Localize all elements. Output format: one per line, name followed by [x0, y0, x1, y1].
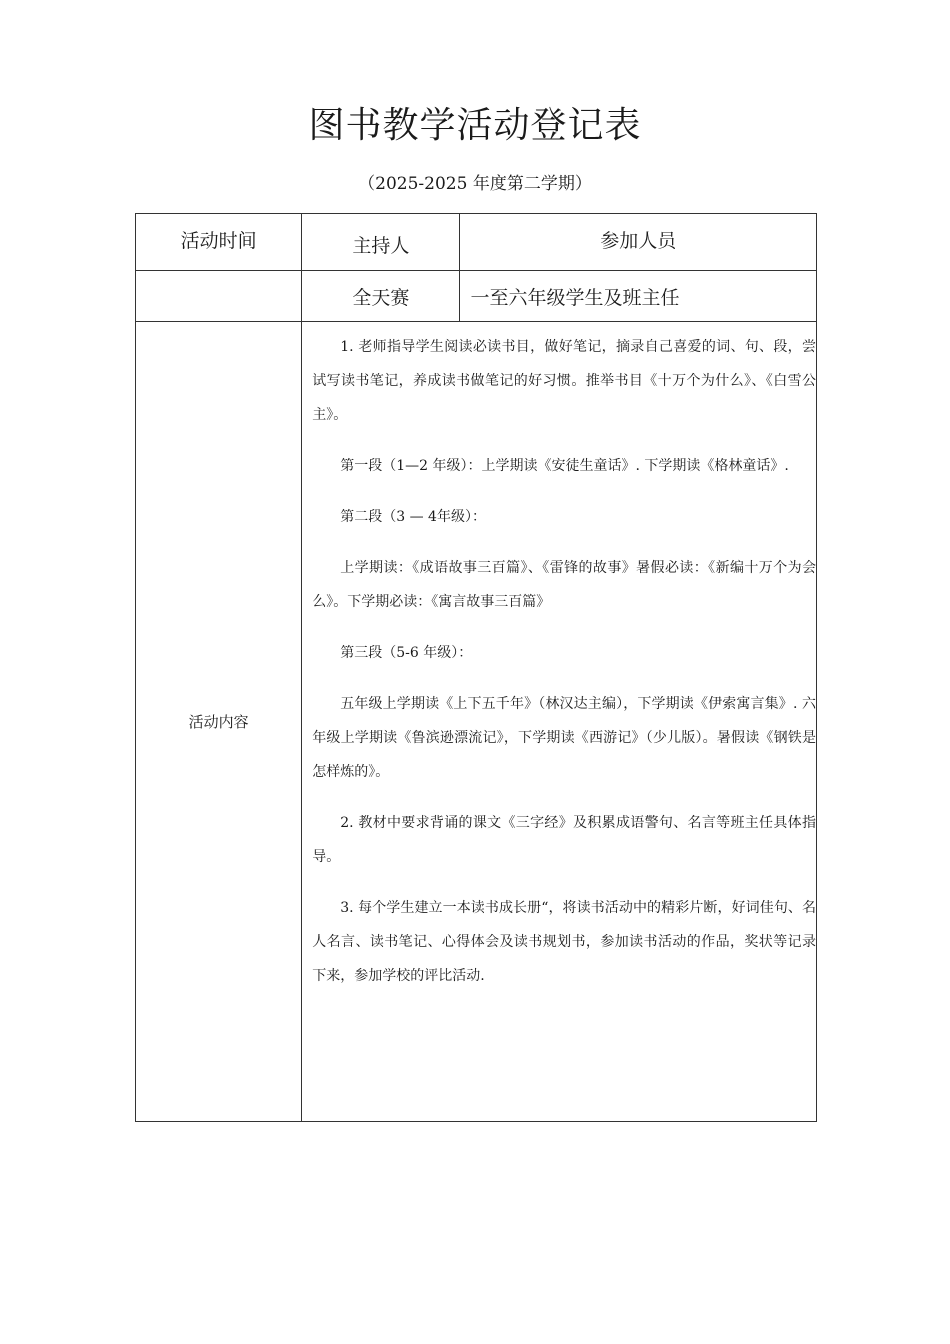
registration-table: [135, 213, 817, 1122]
value-host: 全天赛: [302, 271, 460, 322]
content-body: [302, 322, 817, 1122]
value-activity-time: [136, 271, 302, 322]
content-paragraph: 第一段（1—2 年级）：上学期读《安徒生童话》. 下学期读《格林童话》.: [340, 458, 789, 474]
document-title: 图书教学活动登记表: [308, 105, 642, 146]
content-paragraph: 第三段（5-6 年级）：: [340, 645, 473, 661]
table-value-row: [136, 271, 817, 322]
header-host: 主持人: [302, 214, 460, 271]
content-label: 活动内容: [136, 322, 302, 1122]
table-content-row: [136, 322, 817, 1122]
content-paragraph: 2. 教材中要求背诵的课文《三字经》及积累成语警句、名言等班主任具体指导。: [312, 815, 816, 865]
value-participants: 一至六年级学生及班主任: [460, 271, 817, 322]
content-paragraph: 五年级上学期读《上下五千年》（林汉达主编），下学期读《伊索寓言集》. 六年级上学期读《鲁滨逊漂流记》，下学期读《西游记》（少儿版）。暑假读《钢铁是怎样炼的》。: [312, 696, 816, 780]
content-paragraph: 上学期读：《成语故事三百篇》、《雷锋的故事》暑假必读：《新编十万个为会么》。下学期必读：《寓言故事三百篇》: [312, 560, 816, 610]
table-header-row: [136, 214, 817, 271]
header-participants: 参加人员: [460, 214, 817, 271]
content-paragraph: 1. 老师指导学生阅读必读书目，做好笔记，摘录自己喜爱的词、句、段，尝试写读书笔记，养成读书做笔记的好习惯。推举书目《十万个为什么》、《白雪公主》。: [312, 339, 816, 423]
content-paragraph: 第二段（3 — 4年级）：: [340, 509, 486, 525]
content-paragraph: 3. 每个学生建立一本读书成长册“，将读书活动中的精彩片断，好词佳句、名人名言、读书笔记、心得体会及读书规划书，参加读书活动的作品，奖状等记录下来，参加学校的评比活动.: [312, 900, 816, 984]
document-subtitle: （2025-2025 年度第二学期）: [358, 174, 592, 194]
header-activity-time: 活动时间: [136, 214, 302, 271]
